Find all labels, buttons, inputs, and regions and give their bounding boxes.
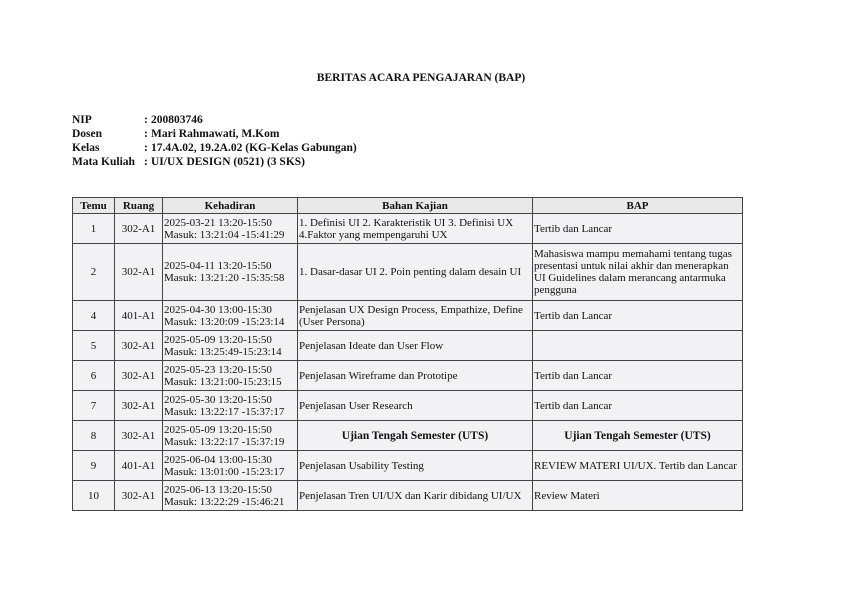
- cell-bahan-kajian: 1. Definisi UI 2. Karakteristik UI 3. Definisi UX 4.Faktor yang mempengaruhi UX: [298, 214, 533, 244]
- cell-ruang: 302-A1: [115, 214, 163, 244]
- info-kelas: [72, 141, 357, 155]
- cell-ruang: 401-A1: [115, 301, 163, 331]
- table-row: [73, 421, 743, 451]
- kehadiran-masuk: Masuk: 13:22:17 -15:37:17: [164, 405, 285, 418]
- info-label: Mata Kuliah: [72, 156, 135, 168]
- cell-bahan-kajian: Penjelasan Usability Testing: [298, 451, 533, 481]
- info-value: 17.4A.02, 19.2A.02 (KG-Kelas Gabungan): [151, 142, 357, 154]
- table-row: [73, 301, 743, 331]
- info-separator: :: [144, 142, 148, 154]
- header-kehadiran: Kehadiran: [163, 198, 298, 214]
- table-row: [73, 481, 743, 511]
- table-row: [73, 361, 743, 391]
- cell-temu: 9: [73, 451, 115, 481]
- cell-ruang: 302-A1: [115, 361, 163, 391]
- cell-bahan-kajian: Penjelasan UX Design Process, Empathize, Define (User Persona): [298, 301, 533, 331]
- cell-temu: 10: [73, 481, 115, 511]
- header-bahan-kajian: Bahan Kajian: [298, 198, 533, 214]
- info-nip: [72, 113, 357, 127]
- cell-kehadiran: [163, 481, 298, 511]
- header-ruang: Ruang: [115, 198, 163, 214]
- cell-kehadiran: [163, 361, 298, 391]
- cell-ruang: 302-A1: [115, 244, 163, 301]
- info-separator: :: [144, 114, 148, 126]
- cell-bap: REVIEW MATERI UI/UX. Tertib dan Lancar: [533, 451, 743, 481]
- info-mata-kuliah: [72, 155, 357, 169]
- cell-kehadiran: [163, 331, 298, 361]
- cell-bap: Tertib dan Lancar: [533, 361, 743, 391]
- cell-bap: [533, 331, 743, 361]
- kehadiran-masuk: Masuk: 13:21:00-15:23:15: [164, 375, 282, 388]
- header-temu: Temu: [73, 198, 115, 214]
- kehadiran-masuk: Masuk: 13:22:29 -15:46:21: [164, 495, 285, 508]
- cell-temu: 4: [73, 301, 115, 331]
- info-separator: :: [144, 128, 148, 140]
- cell-bahan-kajian: Penjelasan Wireframe dan Prototipe: [298, 361, 533, 391]
- cell-ruang: 302-A1: [115, 331, 163, 361]
- cell-bap: Mahasiswa mampu memahami tentang tugas presentasi untuk nilai akhir dan menerapkan UI Guidelines dalam merancang antarmuka pengguna: [533, 244, 743, 301]
- info-block: [72, 113, 357, 169]
- info-value: Mari Rahmawati, M.Kom: [151, 128, 280, 140]
- cell-kehadiran: [163, 301, 298, 331]
- cell-temu: 2: [73, 244, 115, 301]
- cell-bahan-kajian: Penjelasan Ideate dan User Flow: [298, 331, 533, 361]
- table-header-row: [73, 198, 743, 214]
- kehadiran-masuk: Masuk: 13:21:20 -15:35:58: [164, 272, 285, 284]
- kehadiran-masuk: Masuk: 13:22:17 -15:37:19: [164, 435, 285, 448]
- kehadiran-jadwal: 2025-06-13 13:20-15:50: [164, 483, 272, 496]
- cell-bap: Tertib dan Lancar: [533, 301, 743, 331]
- page-title: BERITAS ACARA PENGAJARAN (BAP): [316, 72, 526, 84]
- cell-bahan-kajian: Penjelasan User Research: [298, 391, 533, 421]
- info-value: 200803746: [151, 114, 203, 126]
- cell-kehadiran: [163, 244, 298, 301]
- kehadiran-jadwal: 2025-05-23 13:20-15:50: [164, 363, 272, 376]
- kehadiran-jadwal: 2025-05-09 13:20-15:50: [164, 333, 272, 346]
- kehadiran-jadwal: 2025-03-21 13:20-15:50: [164, 216, 272, 229]
- cell-temu: 7: [73, 391, 115, 421]
- kehadiran-jadwal: 2025-06-04 13:00-15:30: [164, 453, 272, 466]
- cell-ruang: 302-A1: [115, 421, 163, 451]
- kehadiran-masuk: Masuk: 13:21:04 -15:41:29: [164, 228, 285, 241]
- info-label: NIP: [72, 114, 92, 126]
- kehadiran-masuk: Masuk: 13:25:49-15:23:14: [164, 345, 282, 358]
- cell-bap: Tertib dan Lancar: [533, 214, 743, 244]
- cell-temu: 6: [73, 361, 115, 391]
- kehadiran-masuk: Masuk: 13:20:09 -15:23:14: [164, 315, 285, 328]
- cell-bap: Tertib dan Lancar: [533, 391, 743, 421]
- kehadiran-masuk: Masuk: 13:01:00 -15:23:17: [164, 465, 285, 478]
- kehadiran-jadwal: 2025-04-30 13:00-15:30: [164, 303, 272, 316]
- table-row: [73, 391, 743, 421]
- info-label: Dosen: [72, 128, 103, 140]
- table-row: [73, 244, 743, 301]
- info-label: Kelas: [72, 142, 100, 154]
- table-row: [73, 451, 743, 481]
- cell-bap: Review Materi: [533, 481, 743, 511]
- cell-temu: 8: [73, 421, 115, 451]
- kehadiran-jadwal: 2025-04-11 13:20-15:50: [164, 260, 272, 272]
- cell-bap: Ujian Tengah Semester (UTS): [533, 421, 743, 451]
- cell-ruang: 401-A1: [115, 451, 163, 481]
- cell-kehadiran: [163, 451, 298, 481]
- info-dosen: [72, 127, 357, 141]
- cell-kehadiran: [163, 214, 298, 244]
- kehadiran-jadwal: 2025-05-09 13:20-15:50: [164, 423, 272, 436]
- cell-ruang: 302-A1: [115, 391, 163, 421]
- kehadiran-jadwal: 2025-05-30 13:20-15:50: [164, 393, 272, 406]
- cell-temu: 1: [73, 214, 115, 244]
- bap-table: [72, 197, 743, 511]
- header-bap: BAP: [533, 198, 743, 214]
- cell-bahan-kajian: 1. Dasar-dasar UI 2. Poin penting dalam desain UI: [298, 244, 533, 301]
- cell-bahan-kajian: Ujian Tengah Semester (UTS): [298, 421, 533, 451]
- cell-temu: 5: [73, 331, 115, 361]
- table-row: [73, 214, 743, 244]
- info-value: UI/UX DESIGN (0521) (3 SKS): [151, 156, 305, 168]
- cell-kehadiran: [163, 391, 298, 421]
- cell-bahan-kajian: Penjelasan Tren UI/UX dan Karir dibidang UI/UX: [298, 481, 533, 511]
- info-separator: :: [144, 156, 148, 168]
- cell-kehadiran: [163, 421, 298, 451]
- table-row: [73, 331, 743, 361]
- cell-ruang: 302-A1: [115, 481, 163, 511]
